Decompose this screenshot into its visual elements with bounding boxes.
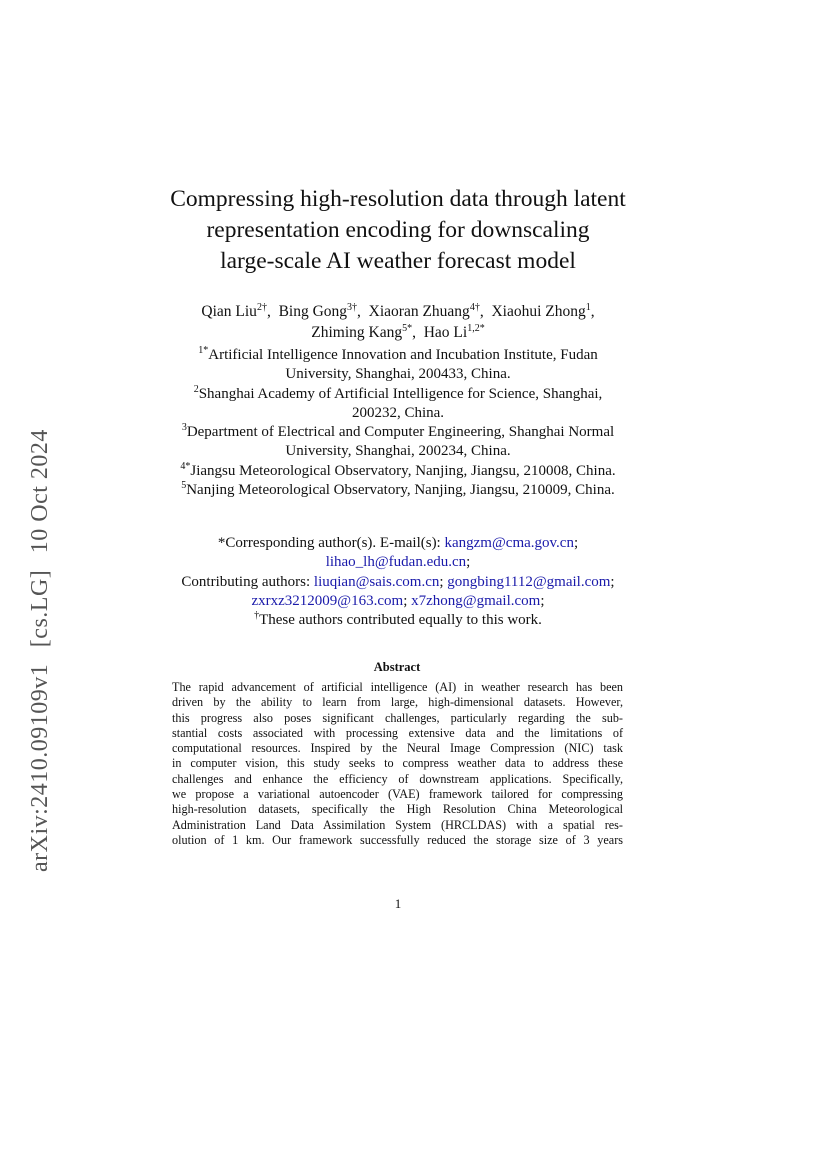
author-mark: 1 (585, 301, 591, 313)
paper-title (118, 184, 678, 277)
affiliation-text: University, Shanghai, 200234, China. (285, 443, 511, 460)
abstract-line: computational resources. Inspired by the Neural Image Compression (NIC) task (172, 741, 623, 756)
equal-contribution-note (118, 611, 678, 630)
author-line: Zhiming Kang$^{5*}$, Hao $Li^{1,2*}$ (311, 322, 485, 341)
corr-label: *Corresponding author(s). E-mail(s): (217, 535, 445, 551)
affiliation (140, 346, 656, 385)
contrib-label: Contributing authors: (181, 573, 314, 590)
affiliation-text: Department of Electrical and Computer Engineering, Shanghai Normal (186, 424, 615, 441)
abstract-line: Administration Land Data Assimilation System (HRCLDAS) with a spatial res- (172, 817, 623, 832)
affiliation (140, 462, 656, 481)
author-name: Xiaohui Zhong (491, 303, 586, 320)
abstract-line: driven by the ability to learn from large, high-dimensional datasets. However, (172, 695, 623, 710)
title-line: representation encoding for downscaling (206, 217, 590, 243)
abstract-line: stantial costs associated with processing extensive data and the limitations of (172, 725, 623, 740)
email-link[interactable]: liuqian@sais.com.cn (313, 573, 440, 590)
author-mark: 2† (256, 301, 267, 313)
author-name: Hao Li (423, 324, 468, 341)
title-line: large-scale AI weather forecast model (220, 248, 576, 274)
title-line: Compressing high-resolution data through latent (170, 186, 626, 212)
author-line: Qian Liu$^{2\dagger}$, Bing Gong$^{3\dagger}$, Xiaoran Zhuang$^{4\dagger}$, Xiaohui Zhong$^1$, (201, 301, 595, 320)
author-mark: 1,2* (467, 322, 485, 334)
affiliation (140, 423, 656, 462)
arxiv-date: 10 Oct 2024 (27, 429, 53, 554)
email-link[interactable]: kangzm@cma.gov.cn (444, 535, 574, 551)
abstract-line: olution of 1 km. Our framework successfully reduced the storage size of 3 years (172, 832, 623, 847)
email-link[interactable]: gongbing1112@gmail.com (447, 573, 611, 590)
author-mark: 3† (347, 301, 358, 313)
abstract-line: we propose a variational autoencoder (VAE) framework tailored for compressing (172, 787, 623, 802)
abstract-line: The rapid advancement of artificial intelligence (AI) in weather research has been (172, 680, 623, 694)
abstract-line: in computer vision, this study seeks to compress weather data to address these (172, 756, 623, 771)
affiliation-text: Shanghai Academy of Artificial Intelligence for Science, Shanghai, (198, 385, 603, 402)
affiliation-mark: 2 (193, 383, 199, 395)
author-name: Bing Gong (278, 303, 348, 320)
affiliation-text: Nanjing Meteorological Observatory, Nanjing, Jiangsu, 210009, China. (186, 482, 615, 499)
affiliation (140, 385, 656, 424)
affiliation-text: Artificial Intelligence Innovation and Incubation Institute, Fudan (208, 347, 598, 363)
abstract-line: high-resolution datasets, specifically the High Resolution China Meteorological (172, 802, 623, 817)
arxiv-category: [cs.LG] (27, 569, 53, 648)
author-mark: 4† (469, 301, 480, 313)
affiliation-text: Jiangsu Meteorological Observatory, Nanjing, Jiangsu, 210008, China. (190, 462, 616, 479)
affiliation-mark: 3 (181, 422, 187, 434)
affiliation-list (140, 346, 656, 500)
author-name: Qian Liu (201, 303, 257, 320)
page-number: 1 (394, 896, 402, 911)
affiliation-text: University, Shanghai, 200433, China. (285, 366, 511, 383)
abstract-body (172, 680, 623, 848)
affiliation-mark: 1* (198, 345, 209, 356)
contrib-line: zxrxz3212009@163.com; x7zhong@gmail.com; (251, 592, 545, 609)
author-name: Zhiming Kang (311, 324, 403, 341)
dagger-mark: † (254, 610, 260, 622)
abstract-line: challenges and enhance the efficiency of downstream applications. Specifically, (172, 771, 623, 786)
abstract-line: this progress also poses significant challenges, particularly regarding the sub- (172, 710, 623, 725)
correspondence-block (118, 534, 678, 630)
affiliation (140, 481, 656, 500)
contrib-line: Contributing authors: liuqian@sais.com.cn; gongbing1112@gmail.com; (181, 573, 615, 590)
arxiv-sidebar-stamp (20, 429, 60, 872)
email-link[interactable]: x7zhong@gmail.com (411, 592, 541, 609)
corr-line: lihao_lh@fudan.edu.cn; (325, 554, 471, 571)
corr-line: *Corresponding author(s). E-mail(s): kangzm@cma.gov.cn; (217, 535, 579, 551)
author-list (118, 301, 678, 343)
author-mark: 5* (402, 322, 413, 334)
abstract-heading: Abstract (373, 660, 421, 674)
equal-note-text: These authors contributed equally to this work. (259, 612, 542, 629)
email-link[interactable]: lihao_lh@fudan.edu.cn (325, 554, 467, 571)
affiliation-mark: 4* (180, 460, 191, 472)
affiliation-text: 200232, China. (351, 404, 445, 421)
email-link[interactable]: zxrxz3212009@163.com (251, 592, 404, 609)
author-name: Xiaoran Zhuang (368, 303, 470, 320)
arxiv-id: arXiv:2410.09109v1 (27, 663, 53, 872)
affiliation-mark: 5 (181, 480, 187, 492)
